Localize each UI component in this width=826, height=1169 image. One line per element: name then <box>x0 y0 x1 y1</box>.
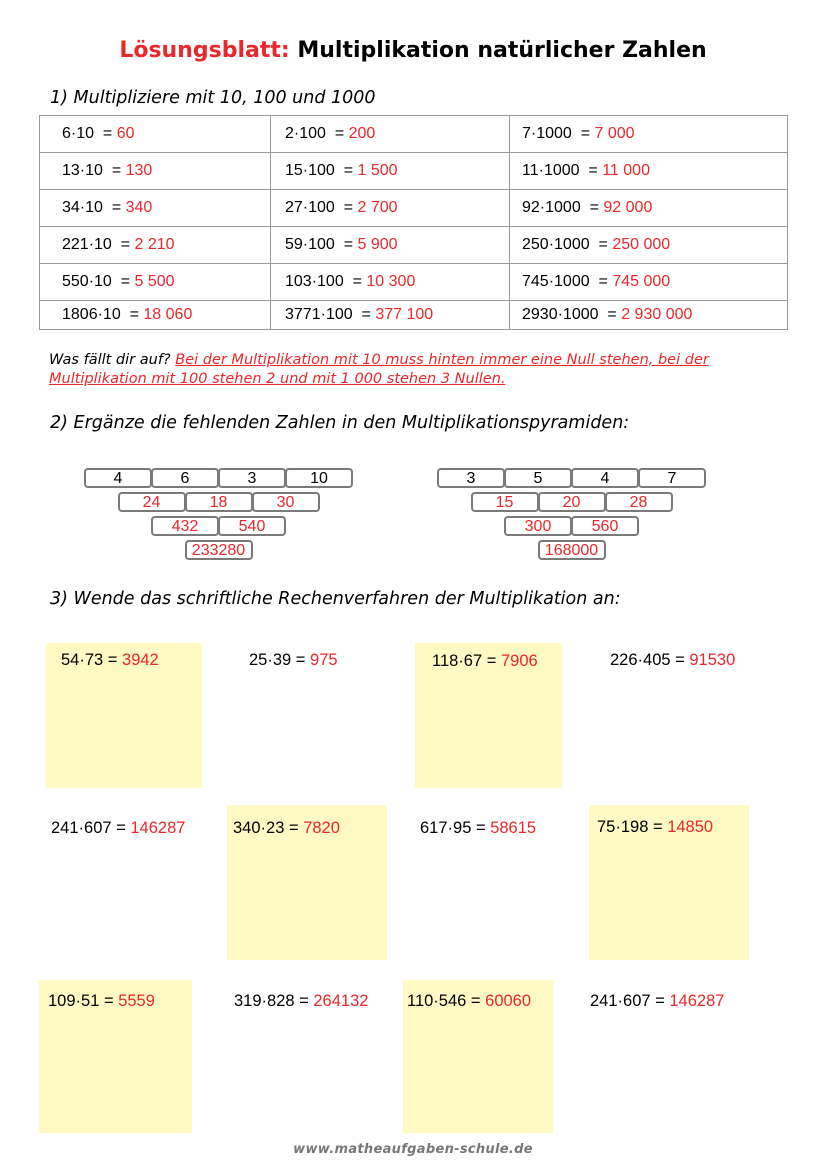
written-multiplication-task: 319·828 = 264132 <box>234 992 369 1010</box>
answer: 10 300 <box>366 273 416 290</box>
pyramid-base-brick: 5 <box>504 468 572 488</box>
expression: 2930·1000 <box>522 306 599 323</box>
answer: 7 000 <box>594 125 635 142</box>
expression: 3771·100 <box>285 306 353 323</box>
written-multiplication-task: 110·546 = 60060 <box>407 992 532 1010</box>
pyramid-answer-brick: 24 <box>118 492 186 512</box>
pyramid-answer-brick: 15 <box>471 492 539 512</box>
task-answer: 5559 <box>118 992 155 1010</box>
table-row <box>40 301 788 330</box>
table-cell: 250·1000 = 250 000 <box>510 227 788 264</box>
observation-answer: Bei der Multiplikation mit 10 muss hinten immer eine Null stehen, bei der Multiplikation mit 100 stehen 2 und mit 1 000 stehen 3 Nullen. <box>49 352 709 387</box>
answer: 5 500 <box>134 273 175 290</box>
task-expression: 109·51 <box>48 992 100 1010</box>
task-answer: 7906 <box>500 652 538 670</box>
pyramid-answer-brick: 300 <box>504 516 572 536</box>
answer: 2 700 <box>357 199 398 216</box>
table-cell: 11·1000 = 11 000 <box>510 153 788 190</box>
task-answer: 7820 <box>303 819 340 837</box>
observation-note <box>49 351 769 389</box>
section3-heading: 3) Wende das schriftliche Rechenverfahren der Multiplikation an: <box>50 589 621 609</box>
task-expression: 110·546 <box>407 992 467 1010</box>
title-main: Multiplikation natürlicher Zahlen <box>297 38 707 63</box>
written-multiplication-task: 241·607 = 146287 <box>590 992 725 1010</box>
table-cell: 6·10 = 60 <box>40 116 271 153</box>
expression: 92·1000 <box>522 199 581 216</box>
task-expression: 241·607 <box>590 992 651 1010</box>
table-row <box>40 153 788 190</box>
written-multiplication-task: 109·51 = 5559 <box>48 992 155 1010</box>
pyramid-base-brick: 4 <box>84 468 152 488</box>
task-answer: 146287 <box>669 992 725 1010</box>
pyramid-base-brick: 4 <box>571 468 639 488</box>
expression: 59·100 <box>285 236 335 253</box>
pyramid-base-brick: 3 <box>437 468 505 488</box>
table-cell: 221·10 = 2 210 <box>40 227 271 264</box>
written-multiplication-task: 25·39 = 975 <box>249 651 338 669</box>
table-cell: 15·100 = 1 500 <box>271 153 510 190</box>
task-answer: 14850 <box>667 818 714 836</box>
expression: 6·10 <box>62 125 95 142</box>
table-cell: 59·100 = 5 900 <box>271 227 510 264</box>
answer: 92 000 <box>603 199 653 216</box>
task-expression: 75·198 <box>597 818 649 836</box>
expression: 550·10 <box>62 273 112 290</box>
task-expression: 54·73 <box>61 651 104 669</box>
expression: 13·10 <box>62 162 103 179</box>
answer: 1 500 <box>357 162 398 179</box>
written-multiplication-task: 617·95 = 58615 <box>420 819 537 837</box>
task-expression: 118·67 <box>432 652 483 670</box>
pyramid-answer-brick: 28 <box>605 492 673 512</box>
expression: 11·1000 <box>522 162 580 179</box>
table-cell: 92·1000 = 92 000 <box>510 190 788 227</box>
expression: 2·100 <box>285 125 326 142</box>
answer: 2 930 000 <box>621 306 693 323</box>
task-expression: 241·607 <box>51 819 112 837</box>
task-expression: 340·23 <box>233 819 285 837</box>
table-cell: 2930·1000 = 2 930 000 <box>510 301 788 330</box>
table-cell: 550·10 = 5 500 <box>40 264 271 301</box>
written-multiplication-task: 54·73 = 3942 <box>61 651 159 669</box>
task-answer: 58615 <box>490 819 537 837</box>
table-row <box>40 264 788 301</box>
table-row <box>40 116 788 153</box>
pyramid-answer-brick: 168000 <box>538 540 606 560</box>
written-multiplication-task: 226·405 = 91530 <box>610 651 736 669</box>
expression: 745·1000 <box>522 273 590 290</box>
answer: 340 <box>125 199 153 216</box>
task-expression: 319·828 <box>234 992 295 1010</box>
answer: 18 060 <box>143 306 193 323</box>
answer: 745 000 <box>612 273 671 290</box>
answer: 60 <box>116 125 135 142</box>
answer: 2 210 <box>134 236 175 253</box>
expression: 34·10 <box>62 199 103 216</box>
task-expression: 617·95 <box>420 819 472 837</box>
pyramid-answer-brick: 30 <box>252 492 320 512</box>
table-row <box>40 190 788 227</box>
task-answer: 146287 <box>130 819 186 837</box>
written-multiplication-task: 340·23 = 7820 <box>233 819 340 837</box>
pyramid-base-brick: 10 <box>285 468 353 488</box>
written-multiplication-task: 118·67 = 7906 <box>432 652 538 670</box>
pyramid-answer-brick: 18 <box>185 492 253 512</box>
answer: 250 000 <box>612 236 671 253</box>
title-prefix: Lösungsblatt: <box>119 38 290 63</box>
expression: 103·100 <box>285 273 344 290</box>
expression: 7·1000 <box>522 125 572 142</box>
expression: 1806·10 <box>62 306 121 323</box>
pyramid-base-brick: 7 <box>638 468 706 488</box>
table-cell: 27·100 = 2 700 <box>271 190 510 227</box>
pyramid-answer-brick: 20 <box>538 492 606 512</box>
task-answer: 91530 <box>689 651 736 669</box>
written-multiplication-task: 241·607 = 146287 <box>51 819 186 837</box>
pyramid-answer-brick: 540 <box>218 516 286 536</box>
page-title <box>0 38 826 63</box>
observation-question: Was fällt dir auf? <box>49 352 171 368</box>
answer: 5 900 <box>357 236 398 253</box>
written-multiplication-task: 75·198 = 14850 <box>597 818 714 836</box>
table-cell: 745·1000 = 745 000 <box>510 264 788 301</box>
section1-heading: 1) Multipliziere mit 10, 100 und 1000 <box>50 88 376 108</box>
task-answer: 264132 <box>313 992 369 1010</box>
table-cell: 7·1000 = 7 000 <box>510 116 788 153</box>
task-answer: 60060 <box>485 992 532 1010</box>
table-row <box>40 227 788 264</box>
answer: 377 100 <box>375 306 434 323</box>
multiplication-table <box>39 115 788 330</box>
table-cell: 1806·10 = 18 060 <box>40 301 271 330</box>
pyramid-base-brick: 3 <box>218 468 286 488</box>
task-answer: 975 <box>310 651 338 669</box>
task-expression: 226·405 <box>610 651 671 669</box>
table-cell: 2·100 = 200 <box>271 116 510 153</box>
pyramid-answer-brick: 432 <box>151 516 219 536</box>
table-cell: 3771·100 = 377 100 <box>271 301 510 330</box>
answer: 200 <box>348 125 376 142</box>
answer: 11 000 <box>602 162 650 179</box>
expression: 15·100 <box>285 162 335 179</box>
task-expression: 25·39 <box>249 651 292 669</box>
task-answer: 3942 <box>122 651 159 669</box>
expression: 27·100 <box>285 199 335 216</box>
table-cell: 103·100 = 10 300 <box>271 264 510 301</box>
section2-heading: 2) Ergänze die fehlenden Zahlen in den Multiplikationspyramiden: <box>50 413 630 433</box>
footer-url: www.matheaufgaben-schule.de <box>293 1142 533 1157</box>
expression: 250·1000 <box>522 236 590 253</box>
table-cell: 34·10 = 340 <box>40 190 271 227</box>
pyramid-answer-brick: 233280 <box>185 540 253 560</box>
pyramid-base-brick: 6 <box>151 468 219 488</box>
pyramid-answer-brick: 560 <box>571 516 639 536</box>
answer: 130 <box>125 162 153 179</box>
table-cell: 13·10 = 130 <box>40 153 271 190</box>
expression: 221·10 <box>62 236 112 253</box>
